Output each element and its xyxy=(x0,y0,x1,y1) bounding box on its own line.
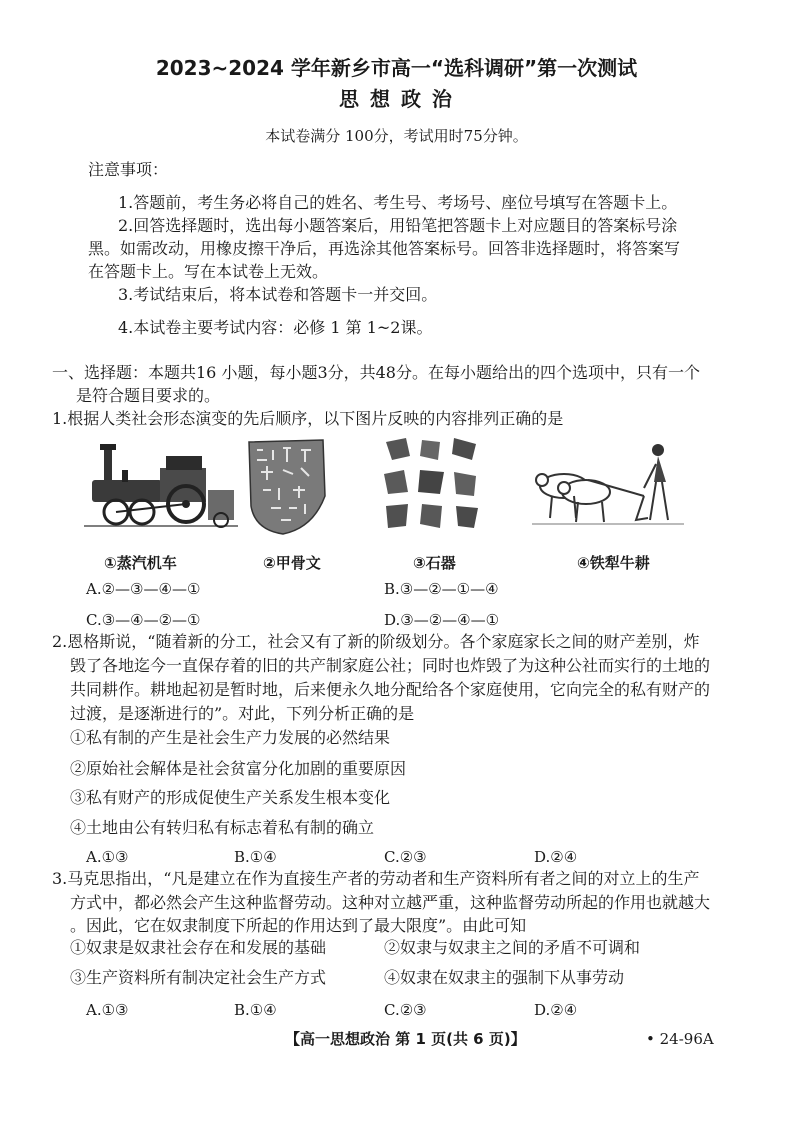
notes-line-2a: 2.回答选择题时，选出每小题答案后，用铅笔把答题卡上对应题目的答案标号涂 xyxy=(118,216,678,235)
stone-tools-image xyxy=(378,434,486,534)
q3-statement-4: ④奴隶在奴隶主的强制下从事劳动 xyxy=(384,968,625,987)
q2-statement-1: ①私有制的产生是社会生产力发展的必然结果 xyxy=(70,728,391,747)
q2-stem-line-4: 过渡，是逐渐进行的”。对此，下列分析正确的是 xyxy=(70,704,415,723)
q1-option-c: C.③—④—②—① xyxy=(86,611,201,629)
q3-stem-line-1: 3.马克思指出，“凡是建立在作为直接生产者的劳动者和生产资料所有者之间的对立上的生产 xyxy=(52,869,700,888)
q2-option-b: B.①④ xyxy=(234,848,277,866)
q3-statement-3: ③生产资料所有制决定社会生产方式 xyxy=(70,968,327,987)
iron-plow-ox-image xyxy=(528,436,688,532)
notes-line-3: 3.考试结束后，将本试卷和答题卡一并交回。 xyxy=(118,285,438,304)
subject-title: 思 想 政 治 xyxy=(339,87,454,111)
notes-line-4: 4.本试卷主要考试内容：必修 1 第 1~2课。 xyxy=(118,318,433,337)
exam-title: 2023~2024 学年新乡市高一“选科调研”第一次测试 xyxy=(155,56,638,80)
image-caption-2: ②甲骨文 xyxy=(263,554,321,572)
q1-option-a: A.②—③—④—① xyxy=(86,580,201,598)
q2-stem-line-3: 共同耕作。耕地起初是暂时地，后来便永久地分配给各个家庭使用，它向完全的私有财产的 xyxy=(70,680,711,699)
oracle-bone-image xyxy=(243,436,329,538)
q2-statement-4: ④土地由公有转归私有标志着私有制的确立 xyxy=(70,818,375,837)
q2-option-a: A.①③ xyxy=(86,848,129,866)
q3-statement-1: ①奴隶是奴隶社会存在和发展的基础 xyxy=(70,938,327,957)
q3-stem-line-2: 方式中，都必然会产生这种监督劳动。这种对立越严重，这种监督劳动所起的作用也就越大 xyxy=(70,893,711,912)
notes-line-2c: 在答题卡上。写在本试卷上无效。 xyxy=(88,262,329,281)
steam-locomotive-image xyxy=(82,440,240,532)
notes-line-2b: 黑。如需改动，用橡皮擦干净后，再选涂其他答案标号。回答非选择题时，将答案写 xyxy=(88,239,681,258)
q3-option-d: D.②④ xyxy=(534,1001,578,1019)
q3-stem-line-3: 。因此，它在奴隶制度下所起的作用达到了最大限度”。由此可知 xyxy=(70,916,527,935)
image-caption-4: ④铁犁牛耕 xyxy=(577,554,650,572)
question-1-stem: 1.根据人类社会形态演变的先后顺序，以下图片反映的内容排列正确的是 xyxy=(52,409,564,428)
q3-option-a: A.①③ xyxy=(86,1001,129,1019)
q2-statement-3: ③私有财产的形成促使生产关系发生根本变化 xyxy=(70,788,391,807)
q1-option-d: D.③—②—④—① xyxy=(384,611,500,629)
q2-stem-line-2: 毁了各地迄今一直保存着的旧的共产制家庭公社；同时也炸毁了为这种公社而实行的土地的 xyxy=(70,656,711,675)
q3-statement-2: ②奴隶与奴隶主之间的矛盾不可调和 xyxy=(384,938,641,957)
q1-option-b: B.③—②—①—④ xyxy=(384,580,499,598)
image-caption-3: ③石器 xyxy=(413,554,456,572)
page-footer: 【高一思想政治 第 1 页(共 6 页)】 xyxy=(285,1030,526,1048)
section-heading-line-2: 是符合题目要求的。 xyxy=(76,386,221,405)
notes-heading: 注意事项： xyxy=(88,160,169,179)
q3-option-c: C.②③ xyxy=(384,1001,427,1019)
q2-option-c: C.②③ xyxy=(384,848,427,866)
q3-option-b: B.①④ xyxy=(234,1001,277,1019)
q2-option-d: D.②④ xyxy=(534,848,578,866)
section-heading-line-1: 一、选择题：本题共16 小题，每小题3分，共48分。在每小题给出的四个选项中，只有一个 xyxy=(52,363,700,382)
paper-code: • 24-96A xyxy=(646,1030,714,1048)
image-caption-1: ①蒸汽机车 xyxy=(104,554,177,572)
notes-line-1: 1.答题前，考生务必将自己的姓名、考生号、考场号、座位号填写在答题卡上。 xyxy=(118,193,678,212)
q2-stem-line-1: 2.恩格斯说，“随着新的分工，社会又有了新的阶级划分。各个家庭家长之间的财产差别，炸 xyxy=(52,632,700,651)
exam-info: 本试卷满分 100分，考试用时75分钟。 xyxy=(265,127,528,145)
q2-statement-2: ②原始社会解体是社会贫富分化加剧的重要原因 xyxy=(70,759,407,778)
